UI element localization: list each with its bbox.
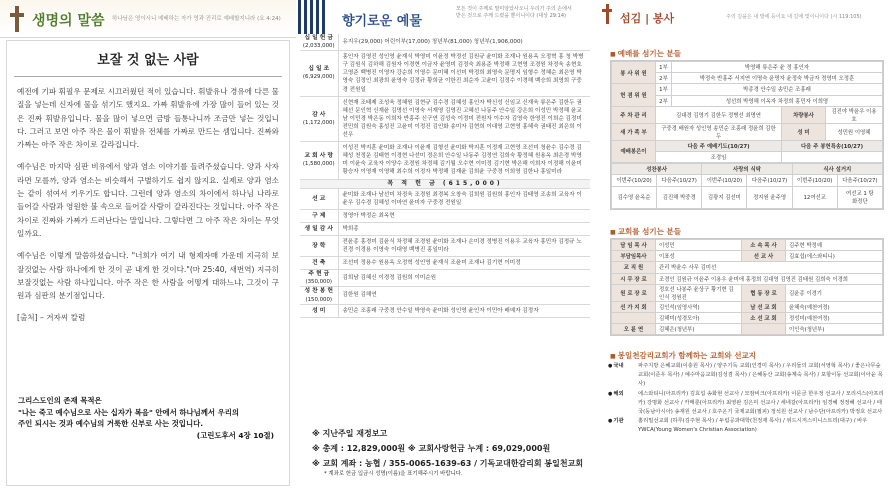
- offering-names: 홍인자 김영진 성인영 윤재식 박영미 이윤정 박정선 김원규 윤미화 조재나 원용옥 오정혁 홍 청 박병구 김원식 김하해 김원자 이경현 이금자 윤영미 김정숙 최용준 박정해 고현영 조경원 차정욱 송현호 고영준 백병진 이영자 강순희 이영수 문미혜 이선미 박정희 최영숙 문명지 임형수 정혜순 최은영 박영숙 김정인 최광희 윤영숙 김정규 황희균 이한진 최순자 고윤미 김정수 이경해 백승희 최영희 구중경 전원일: [338, 51, 590, 96]
- finance-report: [312, 426, 584, 478]
- finance-totals: ※ 총계 : 12,829,000원 ※ 교회사랑헌금 누계 : 69,029,000원: [312, 444, 551, 453]
- offering-names: 신현재 조태제 조성욱 정혜원 김현규 김수경 김혜성 홍인자 박신성 신임교 신재욱 류은주 김한두 권혜선 문인혁 신재윤 김명선 이영숙 서재영 김영진 고혜선 나동주 안수일 강은희 이성민 박정해 윤교남 이민경 박은동 이희자 반홍주 신구연 김성숙 이정미 전원자 이수자 김영숙 한영진 이희순 김정미 전민희 김원숙 홍성진 고윤미 이정진 김인화 송미자 김현희 이대영 고현영 홍혜숙 권태진 최은희 이선우: [338, 96, 590, 141]
- purpose-offering-heading: 목 적 헌 금 (615,000): [300, 179, 590, 188]
- offering-category: 십 일 헌 금 (2,033,000): [300, 34, 338, 51]
- offering-category: 건 축: [300, 257, 338, 270]
- section-heading-church: ■ 교회를 섬기는 분들: [610, 226, 681, 237]
- offering-names: 유지우(29,000) 어린이부(17,000) 청년부(81,000) 청년부(1,906,000): [338, 34, 590, 51]
- cross-icon: [10, 6, 24, 32]
- offering-names: 윤미화 조재나 남선미 차정욱 조경원 최경복 오창숙 김희원 김원희 홍인자 김태영 조송희 교육자 이윤우 김수경 김혜성 이마연 윤미자 구중경 전원일: [338, 188, 590, 209]
- bank-account: ※ 교회 계좌 : 농협 / 355-0065-1639-63 / 기독교대한감리회 봉일천교회: [312, 459, 584, 468]
- verse-line: "나는 죽고 예수님으로 사는 십자가 복음" 안에서 하나님께서 우리의: [18, 407, 240, 417]
- offering-row: [300, 257, 590, 270]
- offering-row: [300, 188, 590, 209]
- service-header: [598, 0, 890, 32]
- section-heading-mission: ■ 봉일천감리교회가 함께하는 교회와 선교지: [610, 350, 756, 361]
- sermon-title: 생명의 말씀: [32, 13, 105, 29]
- sermon-heading: 보잘 것 없는 사람: [97, 53, 199, 68]
- offering-table: [300, 34, 590, 318]
- cell-label: 봉 사 위 원: [612, 62, 656, 84]
- offering-category: 선 교: [300, 188, 338, 209]
- sermon-source: [출처] – 겨자씨 칼럼: [17, 313, 86, 323]
- offering-category: 생 일 감 사: [300, 222, 338, 235]
- offering-names: 송민순 조홍래 구중경 안수일 박영숙 윤미화 성인영 윤인자 이민아 배예자 김정자: [338, 304, 590, 317]
- offering-category: 교 회 사 랑 (1,580,000): [300, 142, 338, 179]
- offering-row: [300, 235, 590, 256]
- sermon-paragraph: 예전에 기파 휘필우 문제로 시끄러웠던 적이 있습니다. 휘발유나 경유에 다른 물질을 넣는데 신자에 물을 섞기도 했지요. 가짜 휘발유에 가장 많이 들어 있는 것은 진짜 휘발유입니다. 물을 많이 넣으면 금방 들통나니까 조금만 넣는 것입니다. 그러고 보면 아주 작은 물이 휘발유 전체를 가짜로 만드는 셈입니다. 진짜와 가짜는 아주 작은 차이로 갈라집니다.: [17, 87, 279, 150]
- verse-line: 그리스도인의 존재 목적은: [18, 396, 102, 405]
- offering-row: [300, 51, 590, 96]
- sermon-subtitle: 하나님은 영이시니 예배하는 자가 영과 진리로 예배할지니라 (요 4:24): [112, 16, 281, 22]
- sermon-body: [7, 77, 289, 325]
- sermon-panel: [0, 0, 296, 492]
- worship-servants-box: [610, 60, 884, 210]
- sermon-header: [0, 0, 296, 38]
- offering-row: [300, 209, 590, 222]
- offering-category: 십 일 조 (6,929,000): [300, 51, 338, 96]
- offering-title: 향기로운 예물: [342, 14, 422, 29]
- offering-category: 주 현 금 (350,000): [300, 270, 338, 287]
- offering-subtitle: 모든 것이 주께로 말미암았사오니 우리가 주의 손에서 받은 것으로 주께 드렸을 뿐이니이다 (대상 29:14): [456, 6, 572, 19]
- service-subtitle: 주의 길을은 내 발에 등이요 내 길에 빛이니이다 (시 119:105): [726, 14, 862, 20]
- stripe-decoration: [296, 0, 328, 34]
- offering-row: [300, 34, 590, 51]
- service-title: 섬김 | 봉사: [620, 12, 675, 25]
- offering-names: 박희종: [338, 222, 590, 235]
- offering-names: 전윤종 홍경미 김윤식 차정혜 조경원 윤미화 조재나 손미경 정병진 이용우 교육자 홍민자 김정규 노진경 이경용 이영숙 이대영 백병진 홍일미라: [338, 235, 590, 256]
- service-panel: [598, 0, 890, 492]
- offering-row: [300, 287, 590, 304]
- mission-overseas: ● 해외 에스와티니(아프리카) 김효섭 송화현 선교사 / 모잠비크(아프리카) 이문금 한우정 선교사 / 모리셔스(아프리카) 강명화 선교사 / 카메룬(아프리카) 최영완 김은미 선교사 / 세네갈(아프리카) 임경혜 정정혜 선교사 / 태국(동남아시아) 송재원 선교사 / 호주온기 국제교회(필피) 정석원 선교사 / 남수단(아프리카) 박정호 선교사: [608, 390, 884, 418]
- offering-category: 구 제: [300, 209, 338, 222]
- cross-icon: [602, 4, 612, 24]
- verse-reference: (고린도후서 4장 10절): [196, 430, 274, 440]
- offering-row: [300, 270, 590, 287]
- offering-category: 장 학: [300, 235, 338, 256]
- offering-names: 김한원 김해연: [338, 287, 590, 304]
- offering-category: 성 미: [300, 304, 338, 317]
- offering-row: [300, 304, 590, 317]
- offering-names: 이성진 박지훈 윤미화 조재나 이윤재 김형선 윤미화 박지훈 이정재 고현영 조선미 청윤수 김수경 김혜성 천정운 김태현 이경현 나선미 정은희 안수일 나동주 김정연 김희숙 황정혜 원용옥 최은경 박영미 이윤숙 교육자 이양수 조경원 차정혜 김기월 오수현 이미정 김기현 박은해 이희자 이정해 이윤미 황승자 이영재 이영해 최수희 이정자 박정해 김재윤 김희윤 구중경 이희영 김한나 홍일미라: [338, 142, 590, 179]
- offering-row: [300, 222, 590, 235]
- sermon-paragraph: 예수님은 이렇게 말씀하셨습니다. "너희가 여기 내 형제자매 가운데 지극히 보잘것없는 사람 하나에게 한 것이 곧 내게 한 것이다."(마 25:40, 새번역) 지극히 보잘것없는 사람 하나입니다. 아주 작은 한 사람을 어떻게 대하느냐, 그것이 구원과 심판의 분기점입니다.: [17, 251, 279, 301]
- offering-category: 감 사 (1,172,000): [300, 96, 338, 141]
- account-note: * 계좌로 헌금 입금시 성명(이름)을 표기해주시기 바랍니다.: [324, 471, 463, 477]
- mission-list: [608, 362, 884, 436]
- offering-row: [300, 142, 590, 179]
- mission-domestic: ● 국내 파주지방 은혜교회(이충원 목사) / 양주기독 교회(인경미 목사) / 우리들의 교회(서영혁 목사) / 좋은나무숲 교회(이준우 목사) / 예수마음교회(김성겸 목사) / 은혜동산 교회(송계숙 목사) / 포항이동 선교회(이아윤 목사): [608, 362, 884, 390]
- offering-header: [296, 0, 598, 34]
- purpose-verse: [18, 395, 274, 441]
- cell-label: 헌 겸 위 원: [612, 84, 656, 106]
- serving-schedule-table: 성찬봉사 사랑의 식탁 식사 설거지 이번주(10/20) 다음주(10/27) 이번주(10/20) 다음주(10/27) 이번주(10/20) 다음주(10/27) 김수영 윤옥순 김진해 박중경 김광지 김선미 정지원 윤주영 12여선교 여선교 1 탕 화정단: [611, 163, 883, 208]
- church-servants-box: [610, 238, 884, 336]
- sermon-paragraph: 예수님은 마지막 심판 비유에서 양과 염소 이야기를 들려주셨습니다. 양과 사자라면 모를까, 양과 염소는 비슷해서 구별하기도 쉽지 않지요. 실제로 양과 염소는 같이 섞여서 키우기도 합니다. 그런데 양과 염소의 차이에서 하나님 나라로 들어갈 사람과 영원한 불 속으로 들어갈 사람이 갈라진다는 것입니다. 아주 작은 차이로 진짜와 가짜가 드러난다는 말입니다. 그렇다면 그 아주 작은 차이는 무엇일까요.: [17, 162, 279, 238]
- mission-organization: ● 기관 홈리밀선교회 (하루(김주현 목사) / 두림공과대학(천정재 목사) / 위드시저스미니스트리(대구) / 바우 YWCA(Young Women's Christian Association): [608, 417, 884, 435]
- worship-table: 봉 사 위 원 1부 박영해 류은주 윤 정 홍인자 2부 박정숙 반홍주 서지연 이명숙 윤명자 윤정숙 박금자 정영미 오정훈 헌 겸 위 원 1부 박종경 안수일 송민순 조홍래 2부 성선희 박영해 이옥자 차정희 홍민자 이희영 주 차 관 리 김대경 김영기 김한두 정병선 최명연 차량봉사 김진야 박윤우 이용호 새 가 족 부 구중경 배원자 성인영 송민순 조홍래 정윤희 김한두 성 미 성민원 이영혜 예배봉은이 다음 주 예배기도(10/27) 다음 주 봉헌특송(10/27) 조경임: [611, 61, 883, 163]
- staff-table: 담 임 목 사 이성민 소 속 목 사 김주현 박정예 부담임목사 이표성 선 교 사 김효섭(에스와티니) 교 직 원 관리 박윤수 사무 김미선 시 무 장 로 조경인 김원규 이윤주 이용우 윤미애 홍정희 김대영 김영진 김태원 김희숙 이경희 원 로 장 로 정호선 나봉주 윤상구 황기현 김인식 정원진 협 동 장 로 김윤종 이경기 선 가 지 회 김인석(임영사역) 남 선 교 회 윤혜숙(예천여정) 김해미(성경모아) 소 선 교 회 정성미(예천여정) 오 륜 연 김혜은(청년부) 이인숙(청년부): [611, 239, 883, 335]
- offering-row: [300, 96, 590, 141]
- finance-heading: ※ 지난주일 재정보고: [312, 429, 388, 438]
- offering-panel: [296, 0, 598, 492]
- offering-names: 조선미 정용수 원용옥 오정혁 성인영 윤재식 조윤미 조재나 김기현 이미정: [338, 257, 590, 270]
- offering-names: 김희남 김혜신 이경정 김원희 이미순원: [338, 270, 590, 287]
- verse-line: 주인 되시는 것과 예수님의 거룩한 신부로 사는 것입니다.: [18, 419, 204, 428]
- offering-names: 정영아 박정순 최옥현: [338, 209, 590, 222]
- section-heading-worship: ■ 예배를 섬기는 분들: [610, 48, 681, 59]
- offering-category: 성 찬 봉 헌 (150,000): [300, 287, 338, 304]
